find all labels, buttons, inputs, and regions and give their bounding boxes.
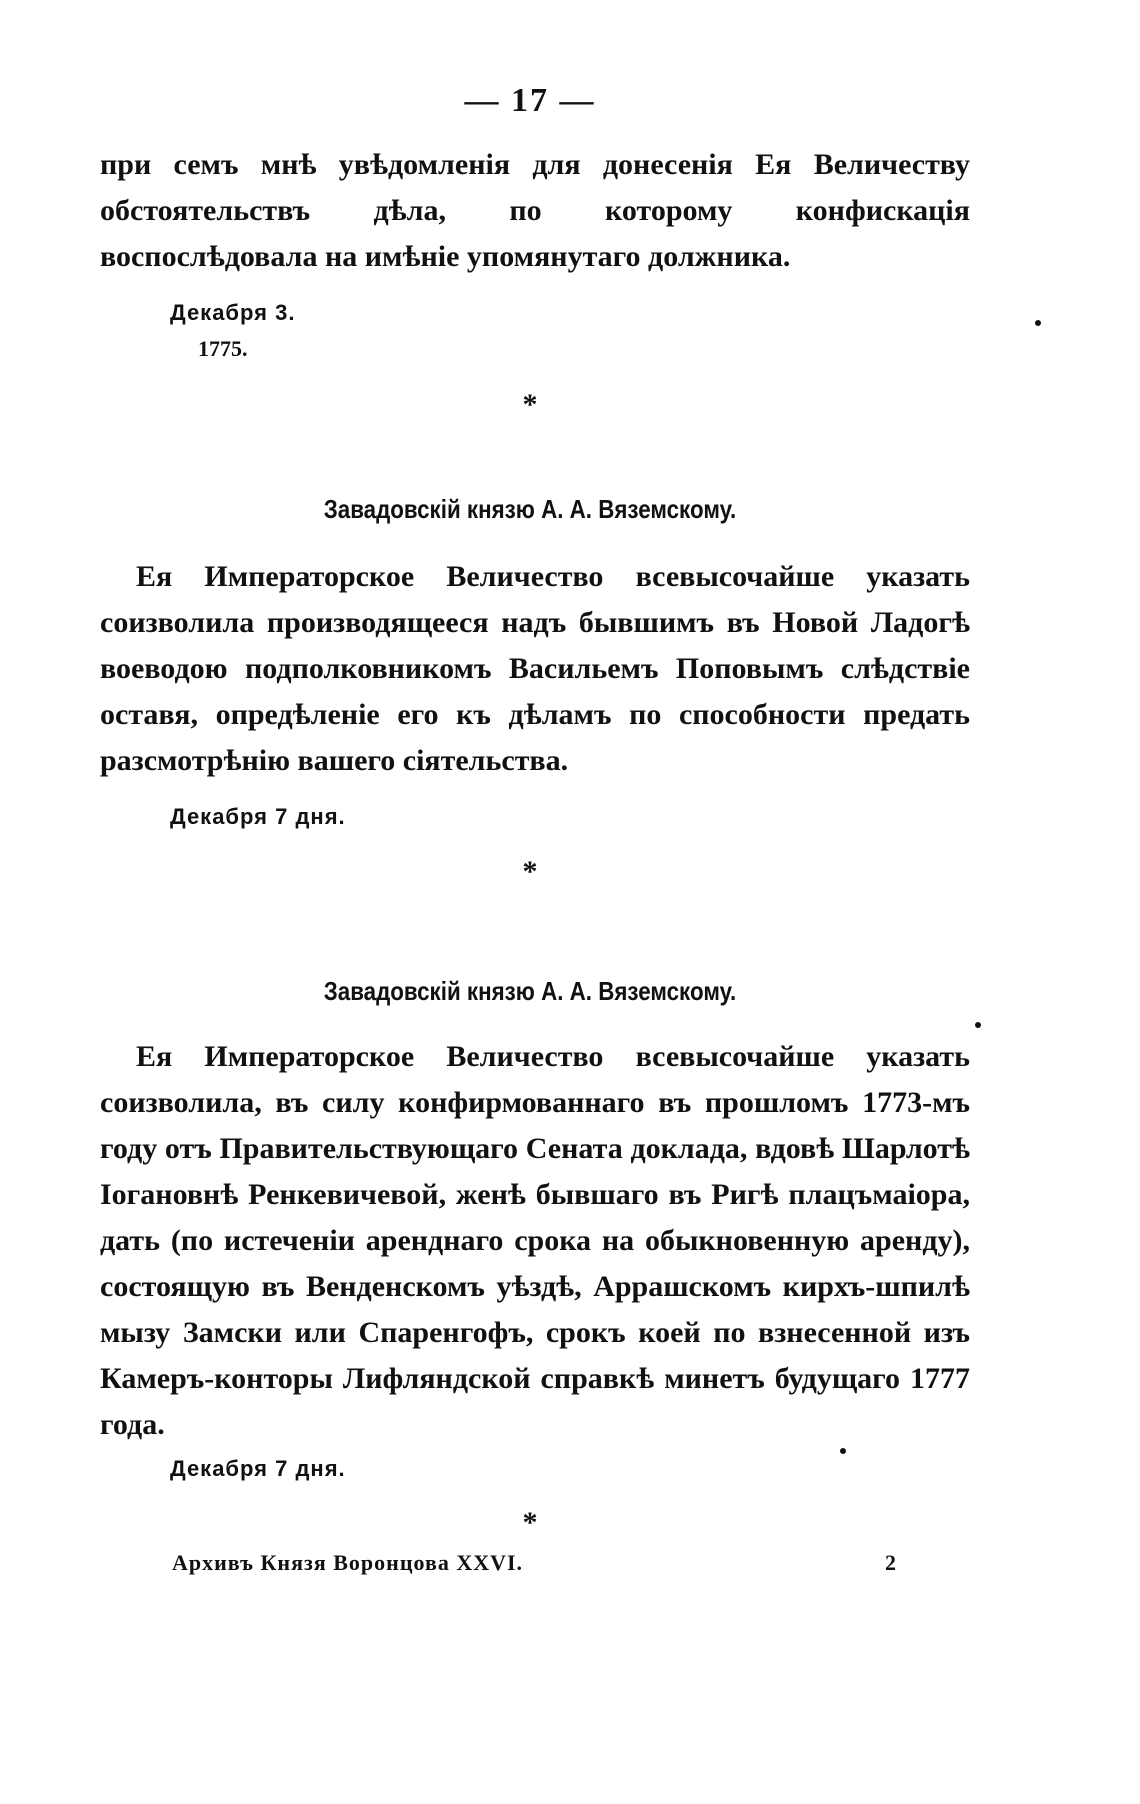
letter1-date: Декабря 7 дня. xyxy=(170,804,346,829)
separator-star-3: * xyxy=(522,1506,538,1539)
speck xyxy=(840,1448,846,1454)
separator-star-2: * xyxy=(522,855,538,888)
footer-signature-mark: 2 xyxy=(885,1550,896,1575)
separator-star-1: * xyxy=(522,388,538,421)
letter2-heading: Завадовскій князю А. А. Вяземскому. xyxy=(323,976,737,1006)
speck xyxy=(1035,320,1041,326)
letter2-date: Декабря 7 дня. xyxy=(170,1456,346,1481)
footer-source: Архивъ Князя Воронцова XXVI. xyxy=(172,1550,524,1575)
page-number: — 17 — xyxy=(464,82,596,119)
intro-paragraph: при семъ мнѣ увѣдомленія для донесенія Ея Величеству обстоятельствъ дѣла, по которому конфискація воспослѣдовала на имѣніе упомянутаго должника. xyxy=(100,148,970,273)
letter2-body: Ея Императорское Величество всевысочайше указать соизволила, въ силу конфирмованнаго въ прошломъ 1773-мъ году отъ Правительствующаго Сената доклада, вдовѣ Шарлотѣ Іогановнѣ Ренкевичевой, женѣ бывшаго въ Ригѣ плацъмаіора, дать (по истеченіи аренднаго срока на обыкновенную аренду), состоящую въ Венденскомъ уѣздѣ, Аррашскомъ кирхъ-шпилѣ мызу Замски или Спаренгофъ, срокъ коей по взнесенной изъ Камеръ-конторы Лифляндской справкѣ минетъ будущаго 1777 года. xyxy=(100,1040,970,1441)
letter0-year: 1775. xyxy=(198,336,248,361)
letter0-date: Декабря 3. xyxy=(170,300,296,325)
letter1-heading: Завадовскій князю А. А. Вяземскому. xyxy=(323,494,737,524)
speck xyxy=(975,1022,981,1028)
letter1-body: Ея Императорское Величество всевысочайше указать соизволила производящееся надъ бывшимъ въ Новой Ладогѣ воеводою подполковникомъ Васильемъ Поповымъ слѣдствіе оставя, опредѣленіе его къ дѣламъ по способности предать разсмотрѣнію вашего сіятельства. xyxy=(100,560,970,777)
